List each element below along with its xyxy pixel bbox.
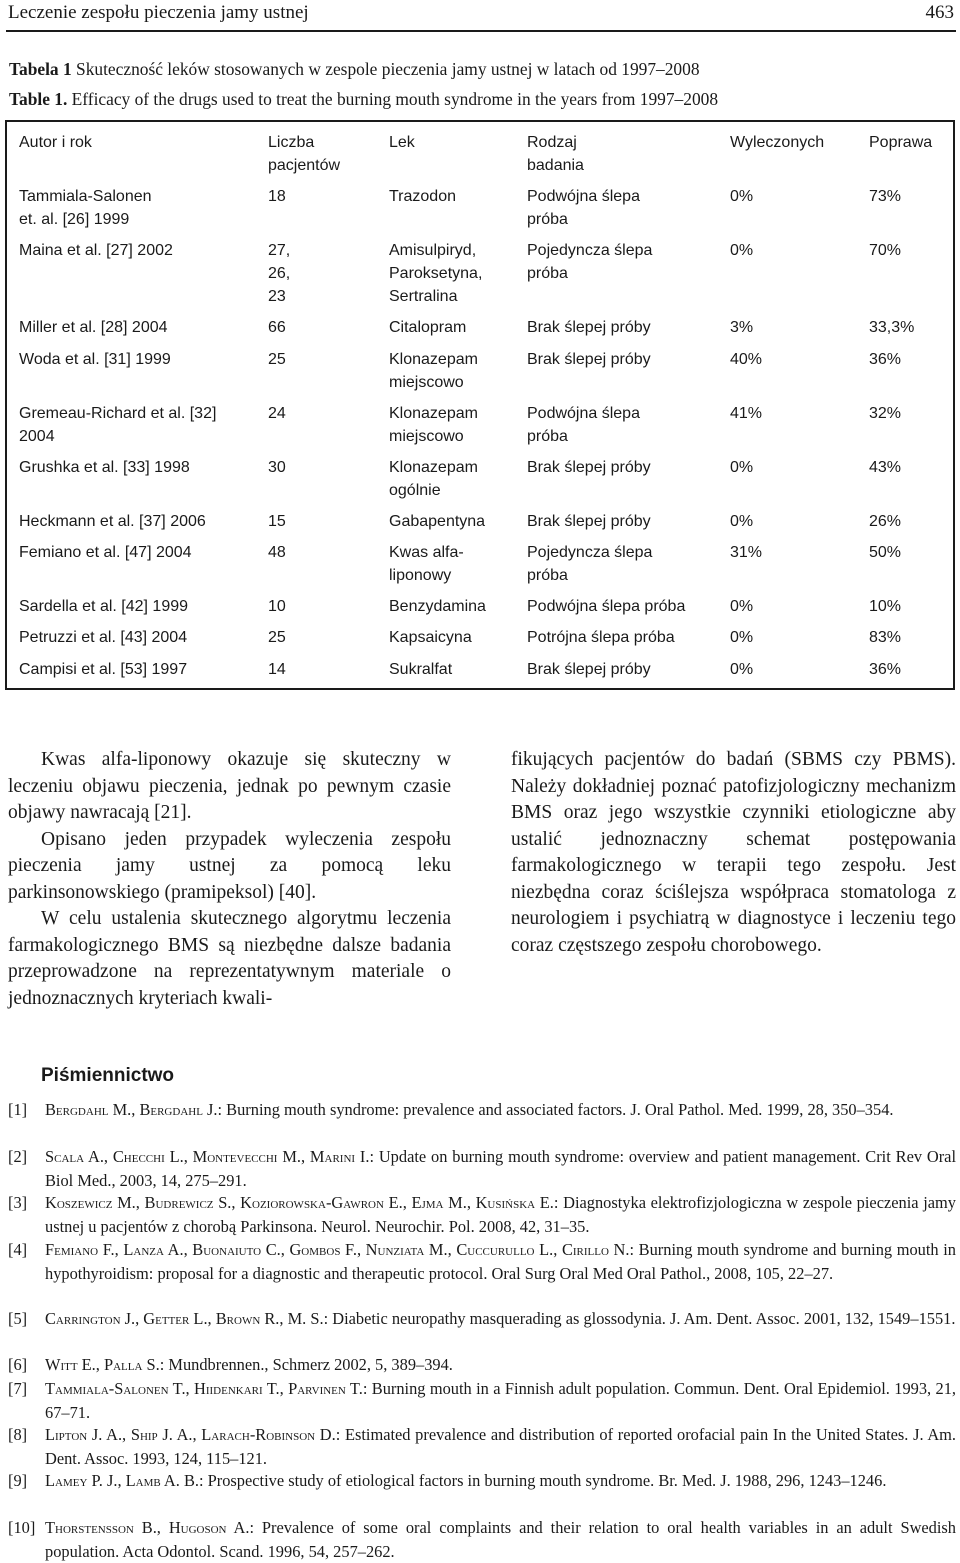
- cell-drug: miejscowo: [389, 374, 464, 391]
- cell-improved: 83%: [869, 629, 902, 646]
- cell-author: Femiano et al. [47] 2004: [19, 544, 192, 561]
- cell-cured: 0%: [730, 513, 754, 530]
- cell-improved: 43%: [869, 459, 902, 476]
- cell-patients: 48: [268, 544, 286, 561]
- cell-drug: ogólnie: [389, 482, 441, 499]
- cell-cured: 40%: [730, 351, 763, 368]
- reference-text: : Update on burning mouth syndrome: overview and patient management. Crit Rev Oral Biol Med., 2003, 14, 275–291.: [45, 1147, 956, 1190]
- reference-text: : Burning mouth in a Finnish adult population. Commun. Dent. Oral Epidemiol. 1993, 21, 67–71.: [45, 1379, 957, 1422]
- cell-study: Podwójna ślepa: [527, 405, 640, 422]
- body-paragraph: Kwas alfa-liponowy okazuje się skuteczny w leczeniu objawu pieczenia, jednak po pewnym czasie objawy nawracają [21].: [8, 749, 451, 823]
- cell-patients: 24: [268, 405, 286, 422]
- reference-item: [8, 1353, 956, 1377]
- cell-drug: Klonazepam: [389, 459, 478, 476]
- cell-improved: 33,3%: [869, 319, 915, 336]
- header-rule: [6, 30, 956, 32]
- cell-drug: Kwas alfa-: [389, 544, 464, 561]
- cell-author: et. al. [26] 1999: [19, 211, 130, 228]
- cell-drug: Sertralina: [389, 288, 458, 305]
- reference-item: [8, 1307, 956, 1331]
- cell-cured: 41%: [730, 405, 763, 422]
- reference-authors: Lamey P. J., Lamb A. B.: [45, 1471, 199, 1490]
- cell-drug: Klonazepam: [389, 351, 478, 368]
- cell-study: Podwójna ślepa próba: [527, 598, 686, 615]
- col-header-improved: Poprawa: [869, 134, 933, 151]
- cell-drug: Citalopram: [389, 319, 467, 336]
- cell-study: próba: [527, 211, 568, 228]
- cell-patients: 25: [268, 351, 286, 368]
- reference-number: [1]: [8, 1100, 28, 1119]
- cell-drug: Paroksetyna,: [389, 265, 483, 282]
- cell-patients: 18: [268, 188, 286, 205]
- reference-text: : Diagnostyka elektrofizjologiczna w zespole pieczenia jamy ustnej u pacjentów z chorobą Parkinsona. Neurol. Neurochir. Pol. 2008, 42, 31–35.: [45, 1193, 957, 1236]
- references-heading: Piśmiennictwo: [41, 1065, 175, 1086]
- cell-patients: 66: [268, 319, 286, 336]
- body-paragraph: W celu ustalenia skutecznego algorytmu leczenia farmakologicznego BMS są niezbędne dalsze badania przeprowadzone na reprezentatywnym materiale o jednoznacznych kryteriach kwali-: [8, 908, 451, 1009]
- cell-study: próba: [527, 567, 568, 584]
- cell-improved: 32%: [869, 405, 902, 422]
- cell-author: Sardella et al. [42] 1999: [19, 598, 189, 615]
- cell-patients: 30: [268, 459, 286, 476]
- cell-patients: 26,: [268, 265, 291, 282]
- cell-improved: 26%: [869, 513, 902, 530]
- cell-drug: miejscowo: [389, 428, 464, 445]
- col-header-author: Autor i rok: [19, 134, 92, 151]
- col-header-patients: Liczba: [268, 134, 315, 151]
- caption-text: Efficacy of the drugs used to treat the burning mouth syndrome in the years from 1997–2008: [71, 89, 719, 109]
- cell-drug: liponowy: [389, 567, 452, 584]
- col-header-drug: Lek: [389, 134, 415, 151]
- cell-study: Brak ślepej próby: [527, 319, 651, 336]
- body-column-right: [511, 747, 956, 959]
- cell-study: próba: [527, 428, 568, 445]
- col-header-study: Rodzaj: [527, 134, 577, 151]
- body-column-left: [8, 747, 451, 1012]
- reference-item: [8, 1191, 956, 1238]
- cell-drug: Trazodon: [389, 188, 456, 205]
- cell-author: Gremeau-Richard et al. [32]: [19, 405, 217, 422]
- table-caption-en: [9, 89, 718, 110]
- cell-author: Tammiala-Salonen: [19, 188, 152, 205]
- col-header-cured: Wyleczonych: [730, 134, 825, 151]
- running-title: Leczenie zespołu pieczenia jamy ustnej: [8, 2, 309, 23]
- cell-study: Brak ślepej próby: [527, 513, 651, 530]
- reference-item: [8, 1516, 956, 1563]
- cell-cured: 3%: [730, 319, 754, 336]
- cell-improved: 36%: [869, 661, 902, 678]
- reference-text: : Diabetic neuropathy masquerading as glossodynia. J. Am. Dent. Assoc. 2001, 132, 1549–1551.: [323, 1309, 956, 1328]
- reference-number: [10]: [8, 1518, 36, 1537]
- reference-item: [8, 1469, 956, 1493]
- reference-number: [5]: [8, 1309, 28, 1328]
- cell-author: Maina et al. [27] 2002: [19, 242, 173, 259]
- cell-patients: 10: [268, 598, 286, 615]
- body-paragraph: fikujących pacjentów do badań (SBMS czy PBMS). Należy dokładniej poznać patofizjologiczny mechanizm BMS oraz jego wszystkie czynniki etiologiczne aby ustalić jednoznaczny schemat postępowania farmakologicznego w terapii tego zespołu. Jest niezbędna coraz ściślejsza współpraca stomatologa z neurologiem i psychiatrą w diagnostyce i leczeniu tego coraz częstszego zespołu chorobowego.: [511, 749, 956, 956]
- table-caption-pl: [9, 59, 700, 80]
- reference-number: [7]: [8, 1379, 28, 1398]
- reference-text: : Burning mouth syndrome and burning mouth in hypothyroidism: proposal for a diagnostic and therapeutic protocol. Oral Surg Oral Med Oral Pathol., 2008, 105, 22–27.: [45, 1240, 956, 1283]
- reference-number: [8]: [8, 1425, 28, 1444]
- reference-number: [3]: [8, 1193, 28, 1212]
- reference-authors: Lipton J. A., Ship J. A., Larach-Robinson D.: [45, 1425, 336, 1444]
- cell-author: Petruzzi et al. [43] 2004: [19, 629, 188, 646]
- reference-authors: Tammiala-Salonen T., Hiidenkari T., Parvinen T.: [45, 1379, 363, 1398]
- reference-item: [8, 1145, 956, 1192]
- cell-improved: 73%: [869, 188, 902, 205]
- cell-author: Grushka et al. [33] 1998: [19, 459, 190, 476]
- cell-cured: 0%: [730, 459, 754, 476]
- cell-patients: 27,: [268, 242, 291, 259]
- cell-study: Pojedyncza ślepa: [527, 242, 653, 259]
- cell-author: Campisi et al. [53] 1997: [19, 661, 188, 678]
- reference-text: : Estimated prevalence and distribution of reported orofacial pain In the United States. J. Am. Dent. Assoc. 1993, 124, 115–121.: [45, 1425, 957, 1468]
- reference-authors: Bergdahl M., Bergdahl J.: [45, 1100, 218, 1119]
- cell-improved: 70%: [869, 242, 902, 259]
- caption-label: Tabela 1: [9, 59, 72, 79]
- reference-authors: Witt E., Palla S.: [45, 1355, 160, 1374]
- cell-patients: 15: [268, 513, 286, 530]
- cell-drug: Klonazepam: [389, 405, 478, 422]
- cell-cured: 0%: [730, 661, 754, 678]
- cell-improved: 36%: [869, 351, 902, 368]
- reference-authors: Koszewicz M., Budrewicz S., Koziorowska-Gawron E., Ejma M., Kusińska E.: [45, 1193, 554, 1212]
- reference-text: : Prospective study of etiological factors in burning mouth syndrome. Br. Med. J. 1988, 296, 1243–1246.: [199, 1471, 887, 1490]
- cell-cured: 0%: [730, 242, 754, 259]
- cell-improved: 50%: [869, 544, 902, 561]
- cell-patients: 23: [268, 288, 286, 305]
- cell-patients: 25: [268, 629, 286, 646]
- cell-cured: 0%: [730, 188, 754, 205]
- reference-text: : Mundbrennen., Schmerz 2002, 5, 389–394.: [159, 1355, 453, 1374]
- reference-item: [8, 1377, 956, 1424]
- cell-drug: Benzydamina: [389, 598, 486, 615]
- cell-drug: Kapsaicyna: [389, 629, 472, 646]
- reference-authors: Femiano F., Lanza A., Buonaiuto C., Gombos F., Nunziata M., Cuccurullo L., Cirillo N.: [45, 1240, 630, 1259]
- cell-study: Brak ślepej próby: [527, 459, 651, 476]
- reference-authors: Carrington J., Getter L., Brown R., M. S.: [45, 1309, 324, 1328]
- reference-item: [8, 1238, 956, 1285]
- cell-improved: 10%: [869, 598, 902, 615]
- caption-text: Skuteczność leków stosowanych w zespole pieczenia jamy ustnej w latach od 1997–2008: [76, 59, 700, 79]
- cell-author: 2004: [19, 428, 55, 445]
- cell-drug: Amisulpiryd,: [389, 242, 477, 259]
- cell-study: Brak ślepej próby: [527, 351, 651, 368]
- cell-study: Podwójna ślepa: [527, 188, 640, 205]
- cell-drug: Sukralfat: [389, 661, 453, 678]
- reference-number: [6]: [8, 1355, 28, 1374]
- col-header-patients: pacjentów: [268, 157, 341, 174]
- cell-author: Heckmann et al. [37] 2006: [19, 513, 206, 530]
- col-header-study: badania: [527, 157, 584, 174]
- reference-item: [8, 1423, 956, 1470]
- reference-authors: Scala A., Checchi L., Montevecchi M., Marini I.: [45, 1147, 370, 1166]
- cell-author: Miller et al. [28] 2004: [19, 319, 168, 336]
- running-head: [8, 2, 954, 26]
- cell-author: Woda et al. [31] 1999: [19, 351, 171, 368]
- cell-study: Pojedyncza ślepa: [527, 544, 653, 561]
- page-number: 463: [925, 2, 954, 23]
- reference-number: [9]: [8, 1471, 28, 1490]
- cell-patients: 14: [268, 661, 286, 678]
- body-paragraph: Opisano jeden przypadek wyleczenia zespołu pieczenia jamy ustnej za pomocą leku parkinsonowskiego (pramipeksol) [40].: [8, 828, 451, 903]
- cell-drug: Gabapentyna: [389, 513, 486, 530]
- reference-number: [2]: [8, 1147, 28, 1166]
- cell-study: próba: [527, 265, 568, 282]
- reference-item: [8, 1098, 956, 1122]
- cell-study: Brak ślepej próby: [527, 661, 651, 678]
- reference-number: [4]: [8, 1240, 28, 1259]
- cell-cured: 0%: [730, 629, 754, 646]
- caption-label: Table 1.: [9, 89, 68, 109]
- cell-cured: 31%: [730, 544, 763, 561]
- cell-study: Potrójna ślepa próba: [527, 629, 675, 646]
- reference-text: : Prevalence of some oral complaints and their relation to oral health variables in an adult Swedish population. Acta Odontol. Scand. 1996, 54, 257–262.: [45, 1518, 956, 1561]
- reference-text: : Burning mouth syndrome: prevalence and associated factors. J. Oral Pathol. Med. 1999, 28, 350–354.: [217, 1100, 894, 1119]
- cell-cured: 0%: [730, 598, 754, 615]
- reference-authors: Thorstensson B., Hugoson A.: [45, 1518, 250, 1537]
